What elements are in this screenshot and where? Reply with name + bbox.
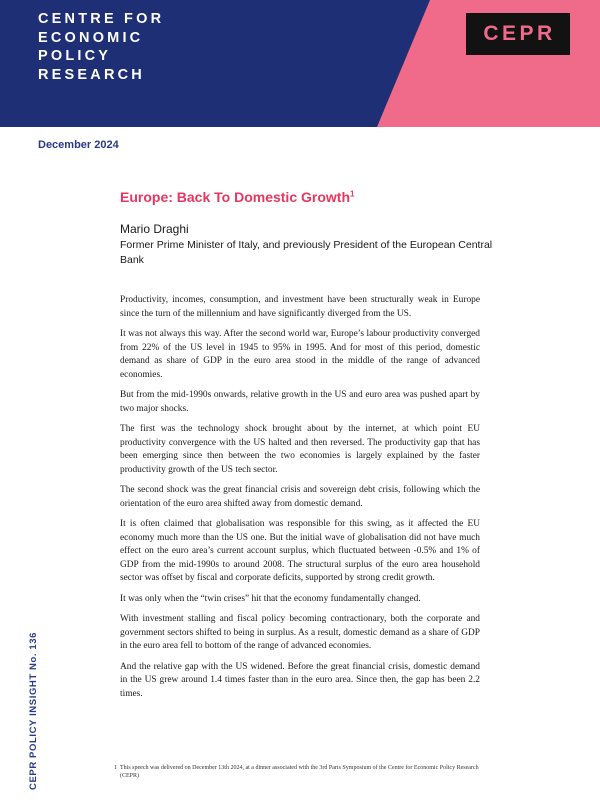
org-name-line: POLICY: [38, 48, 112, 64]
org-name-line: ECONOMIC: [38, 29, 144, 46]
publication-date: December 2024: [38, 139, 119, 151]
paragraph: It is often claimed that globalisation was responsible for this swing, as it affected the EU economy much more than the US one. But the initial wave of globalisation did not have much effect on the euro area’s current account surplus, which fluctuated between -0.5% and 1% of GDP from the mid-1990s to around 2008. The structural surplus of the euro area household sector was offset by fiscal and corporate deficits, supported by strong credit growth.: [120, 519, 480, 583]
author-affiliation: Former Prime Minister of Italy, and previously President of the European Central Bank: [120, 239, 493, 266]
paragraph: Productivity, incomes, consumption, and investment have been structurally weak in Europe since the turn of the millennium and have significantly diverged from the US.: [120, 295, 480, 319]
paragraph: But from the mid-1990s onwards, relative growth in the US and euro area was pushed apart by two major shocks.: [120, 390, 480, 414]
paragraph: With investment stalling and fiscal policy becoming contractionary, both the corporate and government sectors shifted to being in surplus. As a result, domestic demand as a share of GDP in the euro area fell to bottom of the range of advanced economies.: [120, 614, 480, 651]
footnote: [114, 764, 490, 780]
title-footnote-marker[interactable]: 1: [350, 189, 355, 199]
footnote-text: This speech was delivered on December 13th 2024, at a dinner associated with the 3rd Paris Symposium of the Centre for Economic Policy Research (CEPR): [120, 765, 479, 779]
paper-title: [120, 189, 354, 205]
logo-text: CEPR: [483, 22, 556, 45]
cepr-logo: [466, 13, 570, 55]
author-name: Mario Draghi: [120, 222, 189, 236]
paragraph: It was only when the “twin crises” hit that the economy fundamentally changed.: [120, 593, 421, 604]
org-name-line: CENTRE FOR: [38, 11, 165, 27]
title-text: Europe: Back To Domestic Growth: [120, 189, 350, 205]
organization-name: [38, 10, 164, 84]
paragraph: The second shock was the great financial crisis and sovereign debt crisis, following which the orientation of the euro area shifted away from domestic demand.: [120, 485, 480, 509]
series-label: CEPR POLICY INSIGHT No. 136: [28, 631, 39, 790]
paragraph: It was not always this way. After the second world war, Europe’s labour productivity converged from 22% of the US level in 1945 to 95% in 1995. And for most of this period, domestic demand as share of GDP in the euro area stood in the middle of the range of advanced economies.: [120, 329, 480, 380]
org-name-line: RESEARCH: [38, 66, 145, 83]
paragraph: The first was the technology shock brought about by the internet, at which point EU productivity convergence with the US halted and then reversed. The productivity gap that has been emerging since then between the two economies is largely explained by the faster productivity growth of the US tech sector.: [120, 424, 480, 475]
footnote-number: 1: [114, 765, 117, 771]
paragraph: And the relative gap with the US widened. Before the great financial crisis, domestic demand in the US grew around 1.4 times faster than in the euro area. Since then, the gap has been 2.2 times.: [120, 661, 480, 699]
body-text: [120, 294, 480, 708]
